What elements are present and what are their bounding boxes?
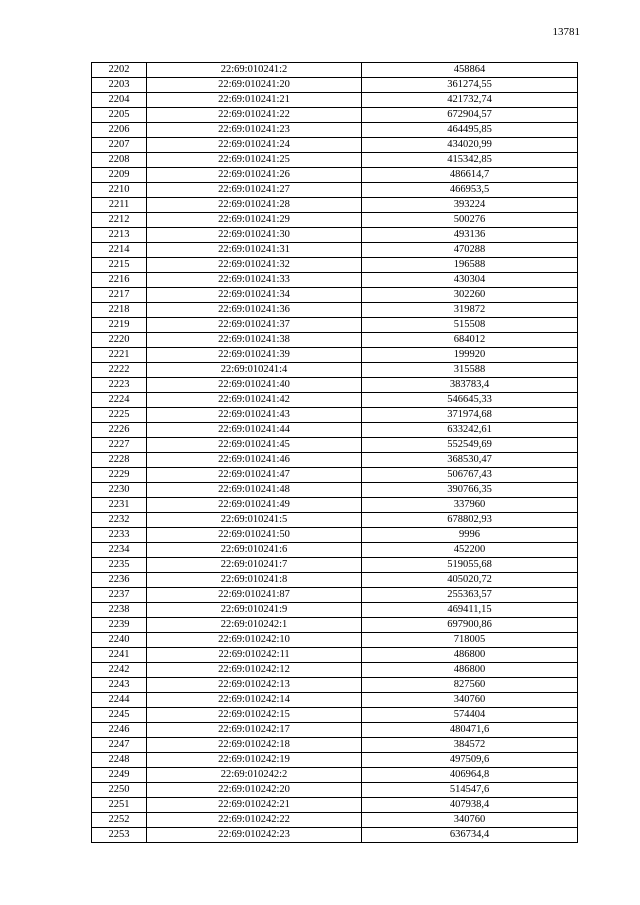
cadastral-number-cell: 22:69:010242:17 xyxy=(147,723,362,738)
row-number-cell: 2210 xyxy=(92,183,147,198)
row-number-cell: 2205 xyxy=(92,108,147,123)
cadastral-value-cell: 452200 xyxy=(362,543,578,558)
cadastral-value-cell: 486800 xyxy=(362,648,578,663)
cadastral-value-cell: 337960 xyxy=(362,498,578,513)
row-number-cell: 2209 xyxy=(92,168,147,183)
table-row xyxy=(92,63,578,78)
row-number-cell: 2243 xyxy=(92,678,147,693)
cadastral-number-cell: 22:69:010241:7 xyxy=(147,558,362,573)
row-number-cell: 2244 xyxy=(92,693,147,708)
cadastral-value-cell: 500276 xyxy=(362,213,578,228)
cadastral-value-cell: 383783,4 xyxy=(362,378,578,393)
cadastral-value-cell: 546645,33 xyxy=(362,393,578,408)
row-number-cell: 2232 xyxy=(92,513,147,528)
cadastral-number-cell: 22:69:010241:28 xyxy=(147,198,362,213)
table-row xyxy=(92,498,578,513)
table-row xyxy=(92,168,578,183)
cadastral-value-cell: 497509,6 xyxy=(362,753,578,768)
cadastral-value-cell: 319872 xyxy=(362,303,578,318)
cadastral-number-cell: 22:69:010241:34 xyxy=(147,288,362,303)
table-row xyxy=(92,183,578,198)
cadastral-value-cell: 434020,99 xyxy=(362,138,578,153)
table-row xyxy=(92,288,578,303)
cadastral-number-cell: 22:69:010241:2 xyxy=(147,63,362,78)
table-row xyxy=(92,678,578,693)
cadastral-number-cell: 22:69:010241:49 xyxy=(147,498,362,513)
cadastral-number-cell: 22:69:010241:27 xyxy=(147,183,362,198)
table-row xyxy=(92,708,578,723)
cadastral-number-cell: 22:69:010241:43 xyxy=(147,408,362,423)
cadastral-number-cell: 22:69:010242:13 xyxy=(147,678,362,693)
cadastral-value-cell: 430304 xyxy=(362,273,578,288)
cadastral-number-cell: 22:69:010241:26 xyxy=(147,168,362,183)
cadastral-number-cell: 22:69:010241:36 xyxy=(147,303,362,318)
cadastral-number-cell: 22:69:010241:29 xyxy=(147,213,362,228)
cadastral-number-cell: 22:69:010241:20 xyxy=(147,78,362,93)
table-row xyxy=(92,633,578,648)
table-row xyxy=(92,618,578,633)
cadastral-value-cell: 255363,57 xyxy=(362,588,578,603)
cadastral-value-cell: 552549,69 xyxy=(362,438,578,453)
cadastral-number-cell: 22:69:010242:12 xyxy=(147,663,362,678)
cadastral-number-cell: 22:69:010242:15 xyxy=(147,708,362,723)
cadastral-number-cell: 22:69:010241:47 xyxy=(147,468,362,483)
cadastral-number-cell: 22:69:010242:10 xyxy=(147,633,362,648)
row-number-cell: 2211 xyxy=(92,198,147,213)
cadastral-number-cell: 22:69:010241:46 xyxy=(147,453,362,468)
cadastral-value-cell: 199920 xyxy=(362,348,578,363)
cadastral-value-cell: 486614,7 xyxy=(362,168,578,183)
cadastral-value-cell: 390766,35 xyxy=(362,483,578,498)
cadastral-value-cell: 633242,61 xyxy=(362,423,578,438)
table-row xyxy=(92,153,578,168)
table-row xyxy=(92,588,578,603)
row-number-cell: 2227 xyxy=(92,438,147,453)
cadastral-value-cell: 9996 xyxy=(362,528,578,543)
cadastral-value-cell: 340760 xyxy=(362,813,578,828)
row-number-cell: 2239 xyxy=(92,618,147,633)
cadastral-value-cell: 493136 xyxy=(362,228,578,243)
row-number-cell: 2238 xyxy=(92,603,147,618)
table-row xyxy=(92,198,578,213)
table-row xyxy=(92,318,578,333)
cadastral-number-cell: 22:69:010241:8 xyxy=(147,573,362,588)
cadastral-number-cell: 22:69:010241:5 xyxy=(147,513,362,528)
table-row xyxy=(92,483,578,498)
cadastral-value-table xyxy=(91,62,578,843)
cadastral-number-cell: 22:69:010241:32 xyxy=(147,258,362,273)
table-row xyxy=(92,783,578,798)
table-row xyxy=(92,603,578,618)
row-number-cell: 2234 xyxy=(92,543,147,558)
cadastral-number-cell: 22:69:010241:30 xyxy=(147,228,362,243)
row-number-cell: 2245 xyxy=(92,708,147,723)
table-row xyxy=(92,243,578,258)
table-row xyxy=(92,663,578,678)
table-row xyxy=(92,393,578,408)
cadastral-number-cell: 22:69:010242:18 xyxy=(147,738,362,753)
table-row xyxy=(92,648,578,663)
cadastral-number-cell: 22:69:010241:31 xyxy=(147,243,362,258)
row-number-cell: 2241 xyxy=(92,648,147,663)
cadastral-value-cell: 684012 xyxy=(362,333,578,348)
table-row xyxy=(92,378,578,393)
row-number-cell: 2216 xyxy=(92,273,147,288)
cadastral-number-cell: 22:69:010241:42 xyxy=(147,393,362,408)
page-number: 13781 xyxy=(552,26,580,38)
cadastral-value-cell: 405020,72 xyxy=(362,573,578,588)
table-row xyxy=(92,513,578,528)
table-row xyxy=(92,693,578,708)
cadastral-value-cell: 368530,47 xyxy=(362,453,578,468)
row-number-cell: 2213 xyxy=(92,228,147,243)
row-number-cell: 2247 xyxy=(92,738,147,753)
row-number-cell: 2224 xyxy=(92,393,147,408)
row-number-cell: 2218 xyxy=(92,303,147,318)
table-row xyxy=(92,723,578,738)
row-number-cell: 2237 xyxy=(92,588,147,603)
table-row xyxy=(92,78,578,93)
row-number-cell: 2248 xyxy=(92,753,147,768)
table-row xyxy=(92,123,578,138)
cadastral-value-cell: 393224 xyxy=(362,198,578,213)
row-number-cell: 2208 xyxy=(92,153,147,168)
table-row xyxy=(92,828,578,843)
table-row xyxy=(92,528,578,543)
row-number-cell: 2214 xyxy=(92,243,147,258)
row-number-cell: 2215 xyxy=(92,258,147,273)
table-row xyxy=(92,348,578,363)
table-row xyxy=(92,423,578,438)
row-number-cell: 2217 xyxy=(92,288,147,303)
cadastral-value-cell: 384572 xyxy=(362,738,578,753)
cadastral-number-cell: 22:69:010241:40 xyxy=(147,378,362,393)
row-number-cell: 2230 xyxy=(92,483,147,498)
row-number-cell: 2226 xyxy=(92,423,147,438)
cadastral-number-cell: 22:69:010241:33 xyxy=(147,273,362,288)
cadastral-number-cell: 22:69:010242:19 xyxy=(147,753,362,768)
cadastral-value-cell: 827560 xyxy=(362,678,578,693)
table-row xyxy=(92,468,578,483)
cadastral-number-cell: 22:69:010241:48 xyxy=(147,483,362,498)
table-row xyxy=(92,438,578,453)
table-row xyxy=(92,108,578,123)
row-number-cell: 2236 xyxy=(92,573,147,588)
row-number-cell: 2223 xyxy=(92,378,147,393)
cadastral-value-cell: 514547,6 xyxy=(362,783,578,798)
table-row xyxy=(92,768,578,783)
table-row xyxy=(92,213,578,228)
table-row xyxy=(92,543,578,558)
cadastral-number-cell: 22:69:010241:25 xyxy=(147,153,362,168)
table-row xyxy=(92,273,578,288)
row-number-cell: 2203 xyxy=(92,78,147,93)
cadastral-number-cell: 22:69:010241:45 xyxy=(147,438,362,453)
cadastral-value-cell: 506767,43 xyxy=(362,468,578,483)
table-row xyxy=(92,363,578,378)
cadastral-number-cell: 22:69:010241:87 xyxy=(147,588,362,603)
cadastral-number-cell: 22:69:010242:22 xyxy=(147,813,362,828)
cadastral-number-cell: 22:69:010241:37 xyxy=(147,318,362,333)
cadastral-value-cell: 302260 xyxy=(362,288,578,303)
cadastral-value-cell: 519055,68 xyxy=(362,558,578,573)
cadastral-value-cell: 421732,74 xyxy=(362,93,578,108)
cadastral-value-cell: 574404 xyxy=(362,708,578,723)
row-number-cell: 2253 xyxy=(92,828,147,843)
row-number-cell: 2242 xyxy=(92,663,147,678)
cadastral-value-cell: 406964,8 xyxy=(362,768,578,783)
row-number-cell: 2251 xyxy=(92,798,147,813)
table-row xyxy=(92,333,578,348)
cadastral-number-cell: 22:69:010241:6 xyxy=(147,543,362,558)
cadastral-value-cell: 718005 xyxy=(362,633,578,648)
cadastral-number-cell: 22:69:010241:44 xyxy=(147,423,362,438)
table-body xyxy=(92,63,578,843)
table-row xyxy=(92,408,578,423)
cadastral-value-cell: 697900,86 xyxy=(362,618,578,633)
cadastral-number-cell: 22:69:010242:20 xyxy=(147,783,362,798)
row-number-cell: 2246 xyxy=(92,723,147,738)
table-row xyxy=(92,753,578,768)
cadastral-number-cell: 22:69:010242:14 xyxy=(147,693,362,708)
cadastral-value-cell: 371974,68 xyxy=(362,408,578,423)
cadastral-value-cell: 470288 xyxy=(362,243,578,258)
cadastral-number-cell: 22:69:010241:50 xyxy=(147,528,362,543)
table-row xyxy=(92,453,578,468)
cadastral-value-cell: 458864 xyxy=(362,63,578,78)
row-number-cell: 2222 xyxy=(92,363,147,378)
cadastral-value-cell: 196588 xyxy=(362,258,578,273)
row-number-cell: 2252 xyxy=(92,813,147,828)
table-row xyxy=(92,813,578,828)
cadastral-number-cell: 22:69:010241:23 xyxy=(147,123,362,138)
cadastral-value-cell: 315588 xyxy=(362,363,578,378)
row-number-cell: 2204 xyxy=(92,93,147,108)
cadastral-value-cell: 361274,55 xyxy=(362,78,578,93)
cadastral-value-cell: 464495,85 xyxy=(362,123,578,138)
table-row xyxy=(92,573,578,588)
row-number-cell: 2202 xyxy=(92,63,147,78)
cadastral-value-cell: 466953,5 xyxy=(362,183,578,198)
cadastral-value-cell: 480471,6 xyxy=(362,723,578,738)
row-number-cell: 2229 xyxy=(92,468,147,483)
row-number-cell: 2219 xyxy=(92,318,147,333)
row-number-cell: 2249 xyxy=(92,768,147,783)
cadastral-value-cell: 407938,4 xyxy=(362,798,578,813)
cadastral-number-cell: 22:69:010241:22 xyxy=(147,108,362,123)
row-number-cell: 2240 xyxy=(92,633,147,648)
table-row xyxy=(92,798,578,813)
table-row xyxy=(92,258,578,273)
cadastral-value-cell: 636734,4 xyxy=(362,828,578,843)
row-number-cell: 2235 xyxy=(92,558,147,573)
cadastral-number-cell: 22:69:010241:9 xyxy=(147,603,362,618)
cadastral-number-cell: 22:69:010241:21 xyxy=(147,93,362,108)
table-row xyxy=(92,738,578,753)
cadastral-number-cell: 22:69:010242:11 xyxy=(147,648,362,663)
cadastral-value-cell: 486800 xyxy=(362,663,578,678)
cadastral-number-cell: 22:69:010241:4 xyxy=(147,363,362,378)
cadastral-value-cell: 672904,57 xyxy=(362,108,578,123)
cadastral-number-cell: 22:69:010242:2 xyxy=(147,768,362,783)
table-row xyxy=(92,303,578,318)
row-number-cell: 2228 xyxy=(92,453,147,468)
row-number-cell: 2220 xyxy=(92,333,147,348)
cadastral-number-cell: 22:69:010242:23 xyxy=(147,828,362,843)
cadastral-value-cell: 678802,93 xyxy=(362,513,578,528)
row-number-cell: 2212 xyxy=(92,213,147,228)
table-row xyxy=(92,138,578,153)
row-number-cell: 2221 xyxy=(92,348,147,363)
cadastral-number-cell: 22:69:010241:39 xyxy=(147,348,362,363)
row-number-cell: 2233 xyxy=(92,528,147,543)
row-number-cell: 2231 xyxy=(92,498,147,513)
cadastral-value-cell: 515508 xyxy=(362,318,578,333)
table-row xyxy=(92,93,578,108)
row-number-cell: 2207 xyxy=(92,138,147,153)
cadastral-number-cell: 22:69:010241:38 xyxy=(147,333,362,348)
table-row xyxy=(92,228,578,243)
cadastral-number-cell: 22:69:010242:1 xyxy=(147,618,362,633)
table-row xyxy=(92,558,578,573)
cadastral-value-cell: 340760 xyxy=(362,693,578,708)
cadastral-value-cell: 469411,15 xyxy=(362,603,578,618)
cadastral-number-cell: 22:69:010242:21 xyxy=(147,798,362,813)
row-number-cell: 2225 xyxy=(92,408,147,423)
cadastral-value-cell: 415342,85 xyxy=(362,153,578,168)
cadastral-number-cell: 22:69:010241:24 xyxy=(147,138,362,153)
row-number-cell: 2206 xyxy=(92,123,147,138)
row-number-cell: 2250 xyxy=(92,783,147,798)
